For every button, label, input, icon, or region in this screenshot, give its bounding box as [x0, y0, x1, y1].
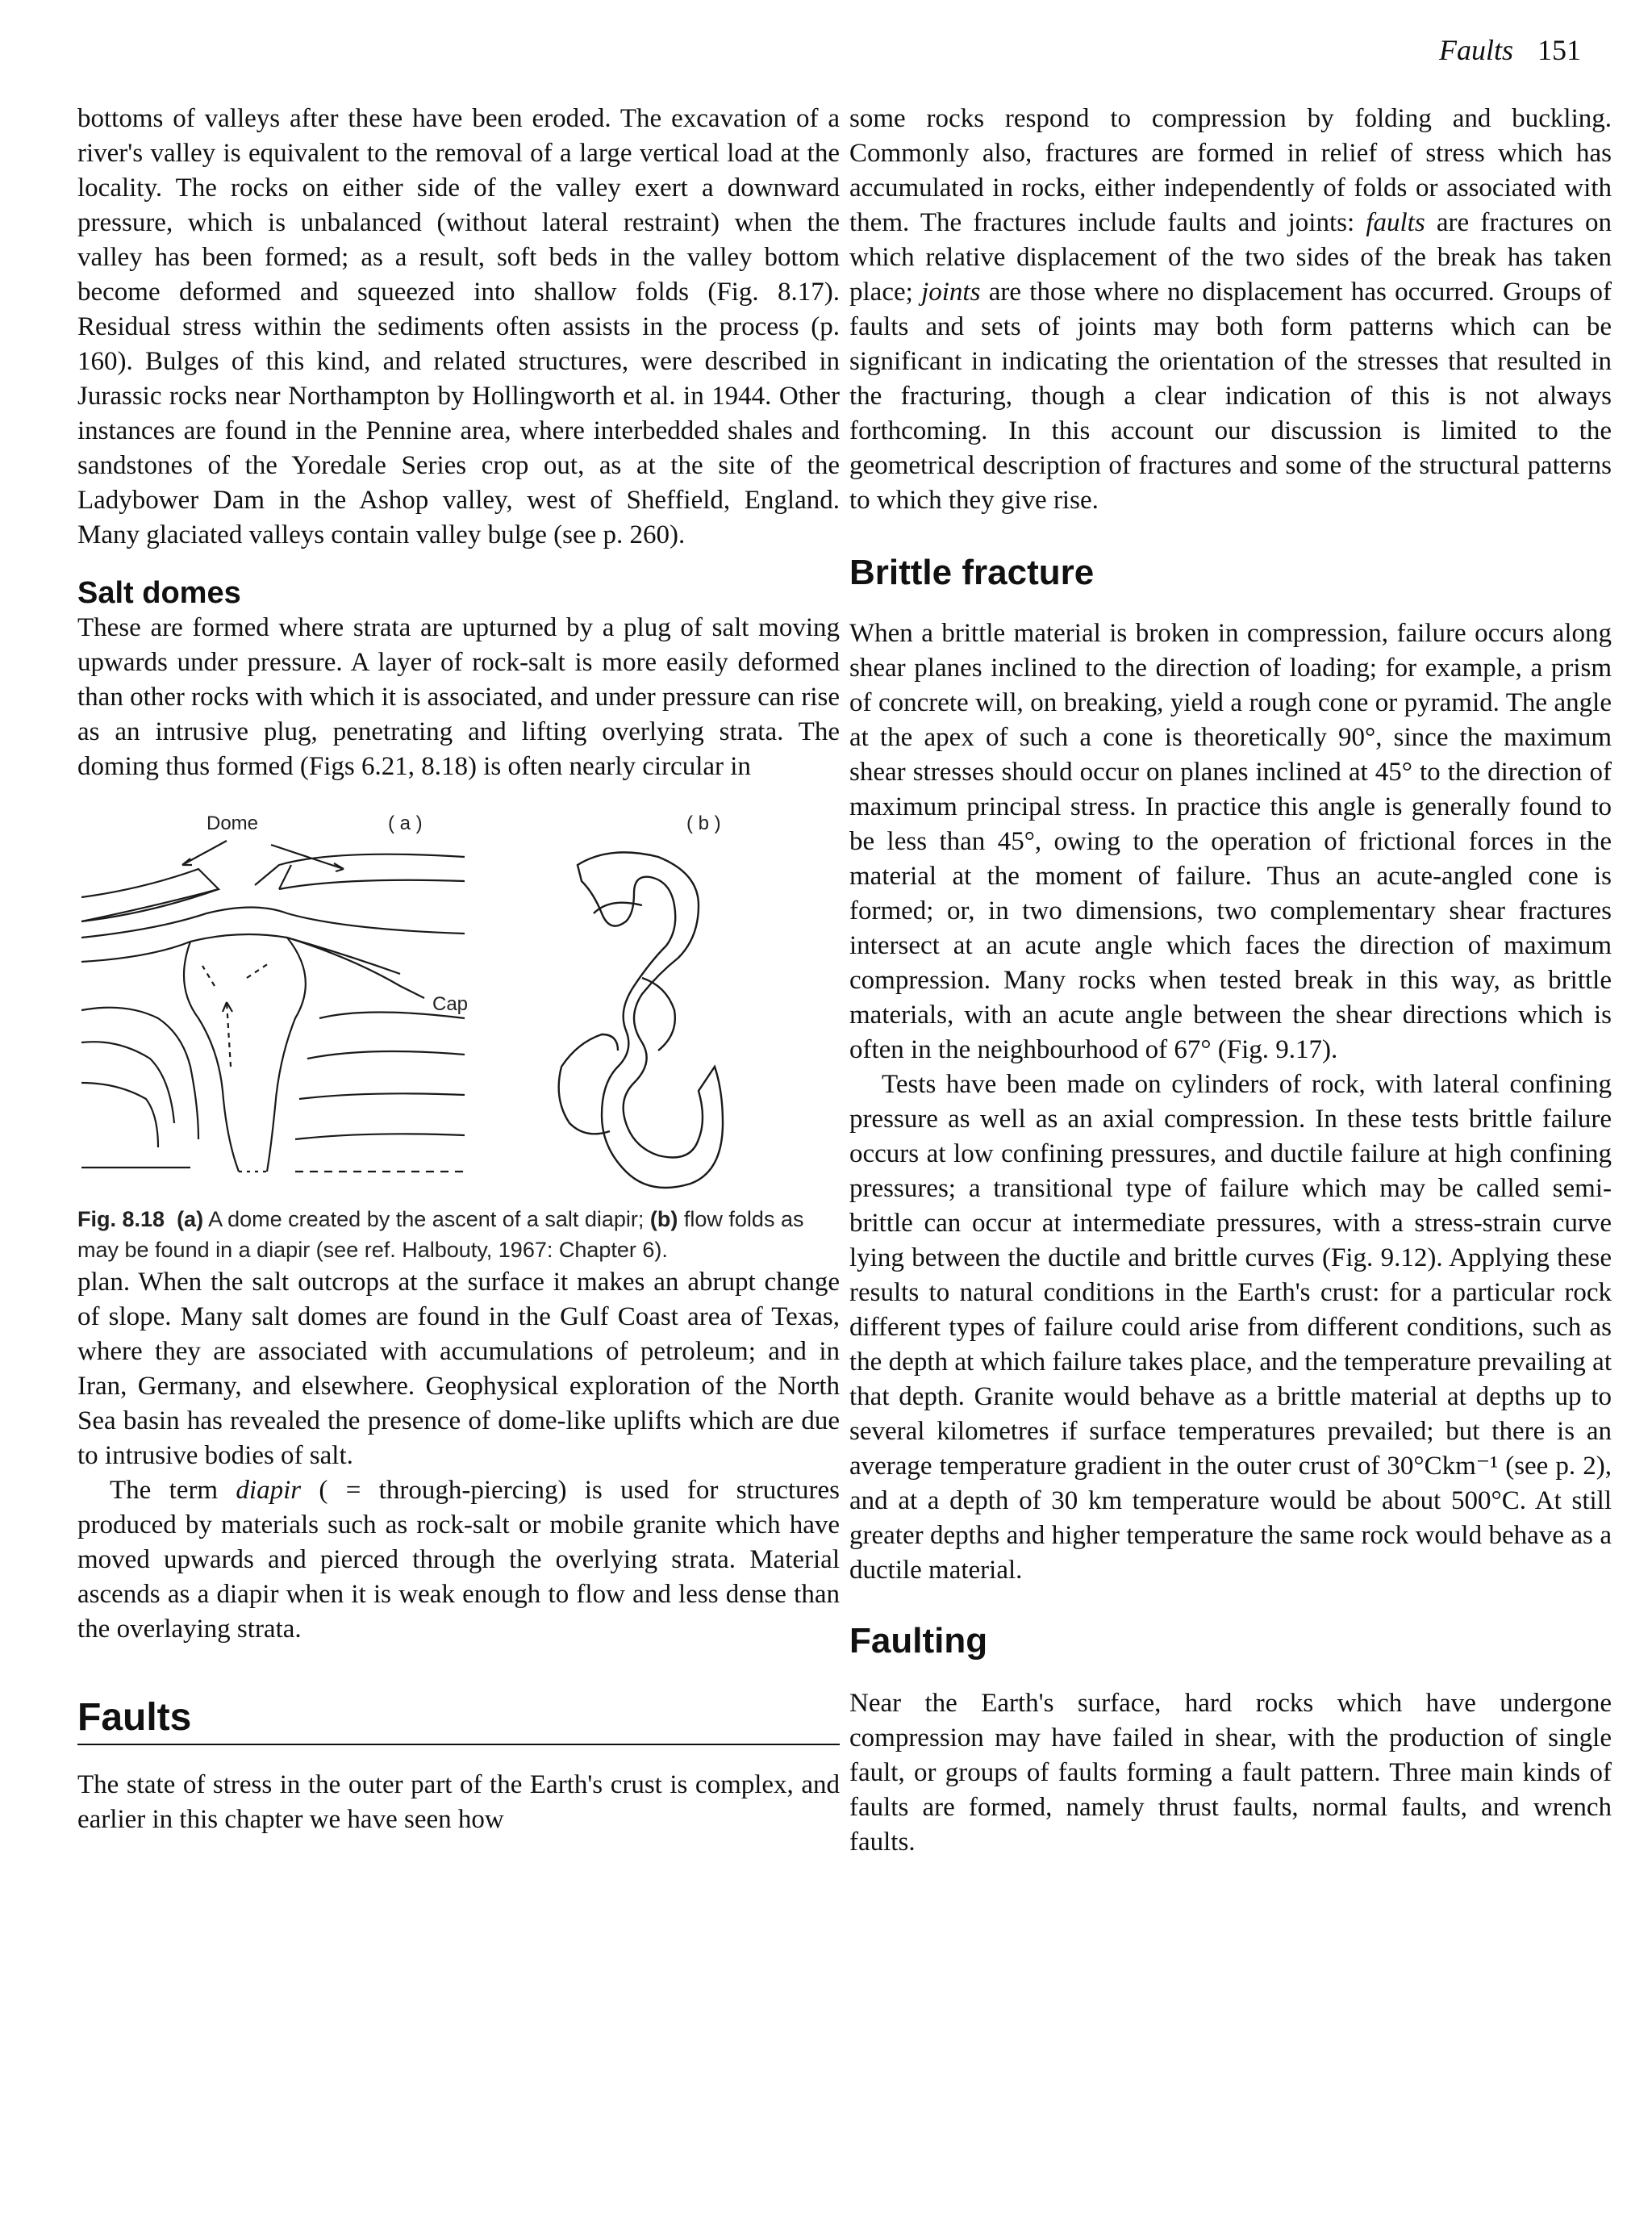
paragraph-confining-pressure: Tests have been made on cylinders of rock, with lateral confining pressure as well as an axial compression. In these tests brittle failure occurs at low confining pressures, and ductile failure at high confining pressures; a transitional type of failure which may be called semi-brittle can occur at intermediate pressures, with a stress-strain curve lying between the ductile and brittle curves (Fig. 9.12). Applying these results to natural conditions in the Earth's crust: for a particular rock different types of failure could arise from different conditions, such as the depth at which failure takes place, and the temperature prevailing at that depth. Granite would behave as a brittle material at depths up to several kilometres if surface temperatures prevailed; but there is an average temperature gradient in the outer crust of 30°Ckm⁻¹ (see p. 2), and at a depth of 30 km temperature would be about 500°C. At still greater depths and higher temperature the same rock would behave as a ductile material.	[849, 1070, 1612, 1585]
heading-faults: Faults	[77, 1695, 840, 1745]
running-head	[1439, 32, 1581, 68]
paragraph-valley-bulge: bottoms of valleys after these have been eroded. The excavation of a river's valley is equivalent to the removal of a large vertical load at the locality. The rocks on either side of the valley exert a downward pressure, which is unbalanced (without lateral restraint) when the valley has been formed; as a result, soft beds in the valley bottom become deformed and squeezed into shallow folds (Fig. 8.17). Residual stress within the sediments often assists in the process (p. 160). Bulges of this kind, and related structures, were described in Jurassic rocks near Northampton by Hollingworth et al. in 1944. Other instances are found in the Pennine area, where interbedded shales and sandstones of the Yoredale Series crop out, as at the site of the Ladybower Dam in the Ashop valley, west of Sheffield, England. Many glaciated valleys contain valley bulge (see p. 260).	[77, 104, 840, 549]
paragraph-faulting: Near the Earth's surface, hard rocks which have undergone compression may have failed in shear, with the production of single fault, or groups of faults forming a fault pattern. Three main kinds of faults are formed, namely thrust faults, normal faults, and wrench faults.	[849, 1689, 1612, 1857]
fractures-text-c: are those where no displacement has occurred. Groups of faults and sets of joints may both form patterns which can be significant in indicating the orientation of the stresses that resulted in the fracturing, though a clear indication of this is not always forthcoming. In this account our discussion is limited to the geometrical description of fractures and some of the structural patterns to which they give rise.	[849, 278, 1612, 515]
diagram-a-salt-dome	[81, 841, 465, 1172]
paragraph-diapir	[77, 1473, 840, 1647]
diapir-text-before: The term	[110, 1476, 236, 1505]
running-title: Faults	[1438, 34, 1513, 66]
heading-brittle-fracture: Brittle fracture	[849, 553, 1095, 592]
figure-8-18	[77, 800, 840, 1204]
caption-part-a-text: A dome created by the ascent of a salt diapir;	[203, 1207, 650, 1231]
label-dome: Dome	[206, 813, 259, 834]
figure-caption	[77, 1204, 840, 1265]
paragraph-salt-outcrop: plan. When the salt outcrops at the surface it makes an abrupt change of slope. Many salt domes are found in the Gulf Coast area of Texas, where they are associated with accumulations of petroleum; and in Iran, Germany, and elsewhere. Geophysical exploration of the North Sea basin has revealed the presence of dome-like uplifts which are due to intrusive bodies of salt.	[77, 1268, 840, 1470]
label-cap: Cap	[432, 993, 469, 1015]
left-column	[77, 102, 840, 1837]
caption-part-a-tag: (a)	[177, 1207, 204, 1231]
figure-8-18-drawing	[77, 800, 840, 1204]
fractures-text-b: are fractures on which relative displacement of the two sides of the break has taken place;	[849, 208, 1612, 307]
heading-faulting: Faulting	[849, 1621, 988, 1661]
diagram-b-flow-folds	[559, 852, 723, 1188]
page-number: 151	[1537, 34, 1581, 66]
paragraph-fractures	[849, 102, 1612, 518]
caption-part-b-text: flow folds as may be found in a diapir (see ref. Halbouty, 1967: Chapter 6).	[77, 1207, 804, 1262]
paragraph-brittle-fracture: When a brittle material is broken in compression, failure occurs along shear planes inclined to the direction of loading; for example, a prism of concrete will, on breaking, yield a rough cone or pyramid. The angle at the apex of such a cone is theoretically 90°, since the maximum shear stresses should occur on planes inclined at 45° to the direction of maximum principal stress. In practice this angle is generally found to be less than 45°, owing to the operation of frictional forces in the material at the moment of failure. Thus an acute-angled cone is formed; or, in two dimensions, two complementary shear fractures intersect at an acute angle which faces the direction of maximum compression. Many rocks when tested break in this way, as brittle materials, with an acute angle between the shear directions which is often in the neighbourhood of 67° (Fig. 9.17).	[849, 619, 1612, 1064]
right-column	[849, 102, 1612, 1860]
caption-part-b-tag: (b)	[649, 1207, 678, 1231]
diapir-text-after: ( = through-piercing) is used for structures produced by materials such as rock-salt or mobile granite which have moved upwards and pierced through the overlying strata. Material ascends as a diapir when it is weak enough to flow and less dense than the overlaying strata.	[77, 1476, 840, 1644]
label-a: ( a )	[388, 813, 423, 834]
fractures-text-a: some rocks respond to compression by folding and buckling. Commonly also, fractures are formed in relief of stress which has accumulated in rocks, either independently of folds or associated with them. The fractures include faults and joints:	[849, 104, 1612, 237]
paragraph-salt-domes: These are formed where strata are upturned by a plug of salt moving upwards under pressure. A layer of rock-salt is more easily deformed than other rocks with which it is associated, and under pressure can rise as an intrusive plug, penetrating and lifting overlying strata. The doming thus formed (Figs 6.21, 8.18) is often nearly circular in	[77, 613, 840, 781]
heading-salt-domes: Salt domes	[77, 576, 241, 610]
caption-fig-number: Fig. 8.18	[77, 1207, 165, 1231]
term-faults: faults	[1366, 208, 1425, 237]
term-joints: joints	[921, 278, 981, 307]
label-b: ( b )	[686, 813, 721, 834]
paragraph-faults-intro: The state of stress in the outer part of the Earth's crust is complex, and earlier in this chapter we have seen how	[77, 1770, 840, 1834]
diapir-term: diapir	[236, 1476, 302, 1505]
